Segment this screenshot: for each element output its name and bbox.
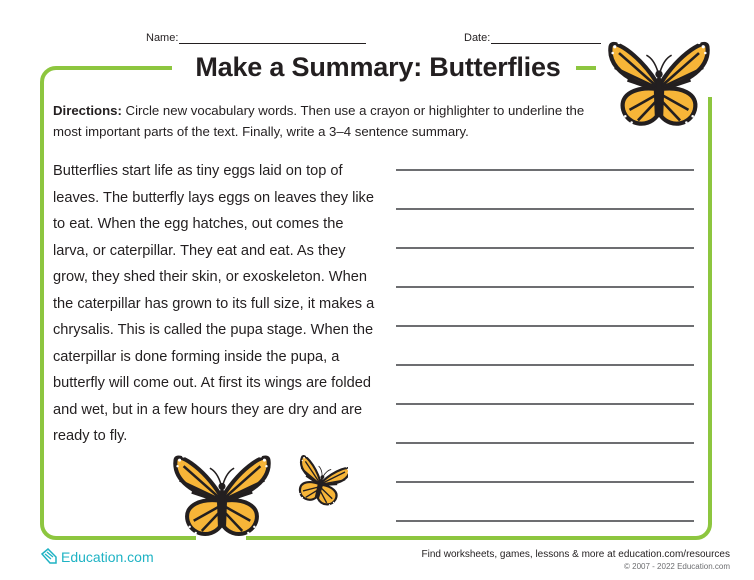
name-label: Name: <box>146 32 179 44</box>
footer-copyright: © 2007 - 2022 Education.com <box>624 562 730 571</box>
footer <box>422 549 730 571</box>
answer-line <box>396 364 694 403</box>
education-com-logo <box>40 548 154 566</box>
answer-line <box>396 442 694 481</box>
reading-passage: Butterflies start life as tiny eggs laid on top of leaves. The butterfly lays eggs on leaves they like to eat. When the egg hatches, out comes the larva, or caterpillar. They eat and eat. As they grow, they shed their skin, or exoskeleton. When the caterpillar has grown to its full size, it makes a chrysalis. This is called the pupa stage. When the caterpillar is done forming inside the pupa, a butterfly will come out. At first its wings are folded and wet, but in a few hours they are dry and are ready to fly. <box>53 163 375 444</box>
monarch-butterfly-icon <box>596 32 722 132</box>
answer-line <box>396 286 694 325</box>
footer-tagline: Find worksheets, games, lessons & more at education.com/resources <box>421 549 730 560</box>
directions-text: Circle new vocabulary words. Then use a crayon or highlighter to underline the most important parts of the text. Finally, write a 3–4 sentence summary. <box>53 103 585 139</box>
answer-line <box>396 169 694 208</box>
directions-label: Directions: <box>53 103 122 118</box>
pencil-paper-icon <box>40 548 58 566</box>
answer-line <box>396 247 694 286</box>
page-title: Make a Summary: Butterflies <box>195 52 561 82</box>
monarch-butterfly-icon <box>294 455 348 507</box>
answer-line <box>396 208 694 247</box>
answer-line <box>396 403 694 442</box>
date-field <box>464 32 601 44</box>
directions <box>53 100 613 142</box>
monarch-butterfly-icon <box>170 446 274 542</box>
answer-line <box>396 481 694 520</box>
date-label: Date: <box>464 32 491 44</box>
answer-line <box>396 325 694 364</box>
name-write-line <box>179 32 366 44</box>
logo-text: Education.com <box>61 549 154 565</box>
name-field <box>146 32 366 44</box>
date-write-line <box>491 32 601 44</box>
summary-answer-lines <box>396 169 694 559</box>
